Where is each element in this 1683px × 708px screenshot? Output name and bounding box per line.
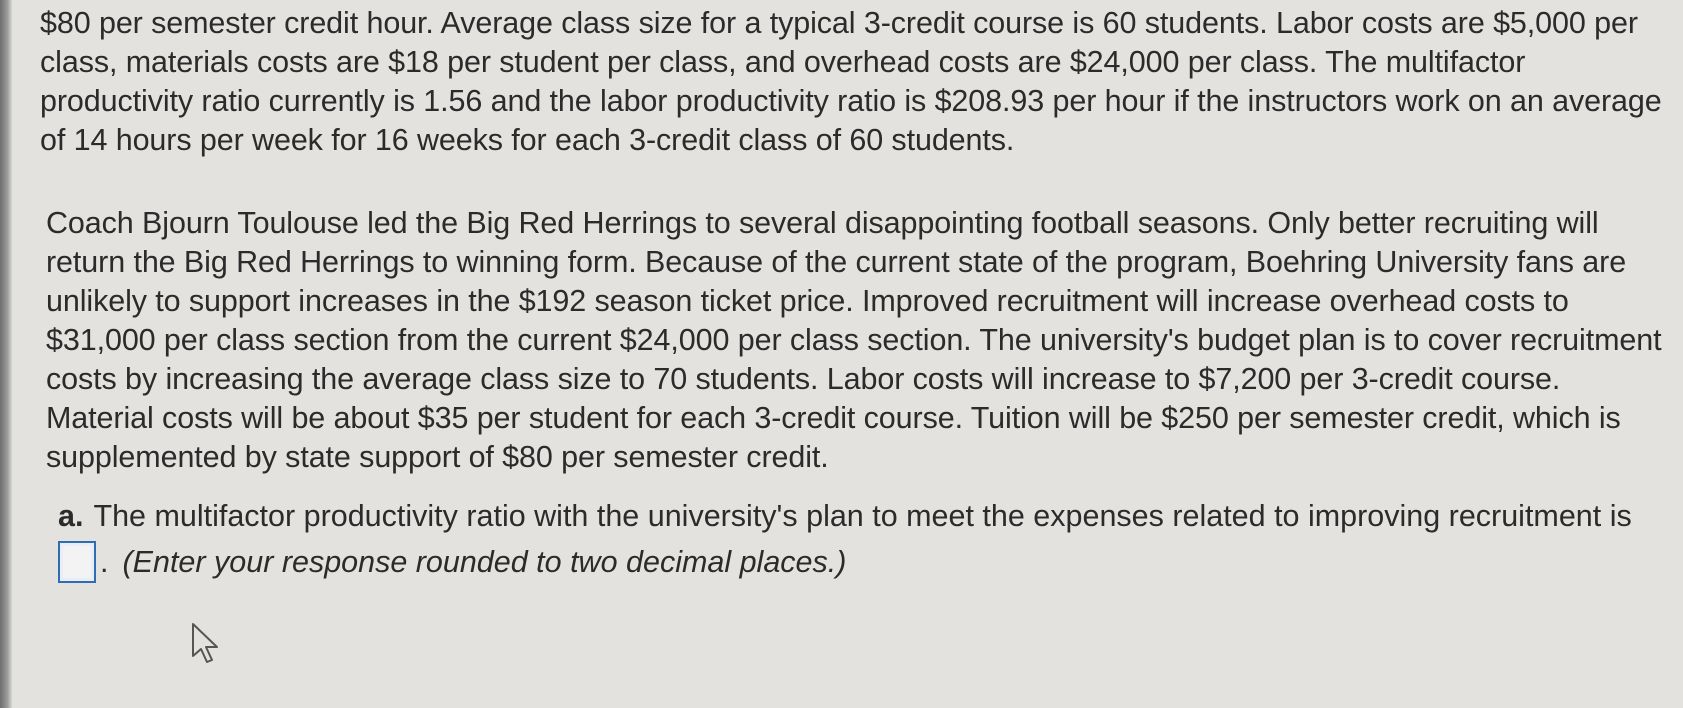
answer-row: [58, 540, 1668, 584]
window-edge: [0, 0, 12, 708]
rounding-instruction: (Enter your response rounded to two decimal places.): [122, 545, 847, 579]
problem-paragraph-2: Coach Bjourn Toulouse led the Big Red Herrings to several disappointing football seasons. Only better recruiting will return the Big Red Herrings to winning form. Because of the current state of the program, Boehring University fans are unlikely to support increases in the $192 season ticket price. Improved recruitment will increase overhead costs to $31,000 per class section from the current $24,000 per class section. The university's budget plan is to cover recruitment costs by increasing the average class size to 70 students. Labor costs will increase to $7,200 per 3-credit course. Material costs will be about $35 per student for each 3-credit course. Tuition will be $250 per semester credit, which is supplemented by state support of $80 per semester credit.: [46, 206, 1662, 474]
mouse-cursor-icon: [190, 622, 230, 666]
problem-paragraph-1: $80 per semester credit hour. Average class size for a typical 3-credit course is 60 students. Labor costs are $5,000 per class, materials costs are $18 per student per class, and overhead costs are $24,000 per class. The multifactor productivity ratio currently is 1.56 and the labor productivity ratio is $208.93 per hour if the instructors work on an average of 14 hours per week for 16 weeks for each 3-credit class of 60 students.: [40, 6, 1662, 157]
question-text: The multifactor productivity ratio with the university's plan to meet the expenses related to improving recruitment is: [93, 499, 1632, 533]
question-a: [58, 494, 1668, 584]
question-letter: a.: [58, 499, 84, 533]
answer-period: .: [100, 545, 109, 579]
answer-input-box[interactable]: [58, 541, 96, 583]
